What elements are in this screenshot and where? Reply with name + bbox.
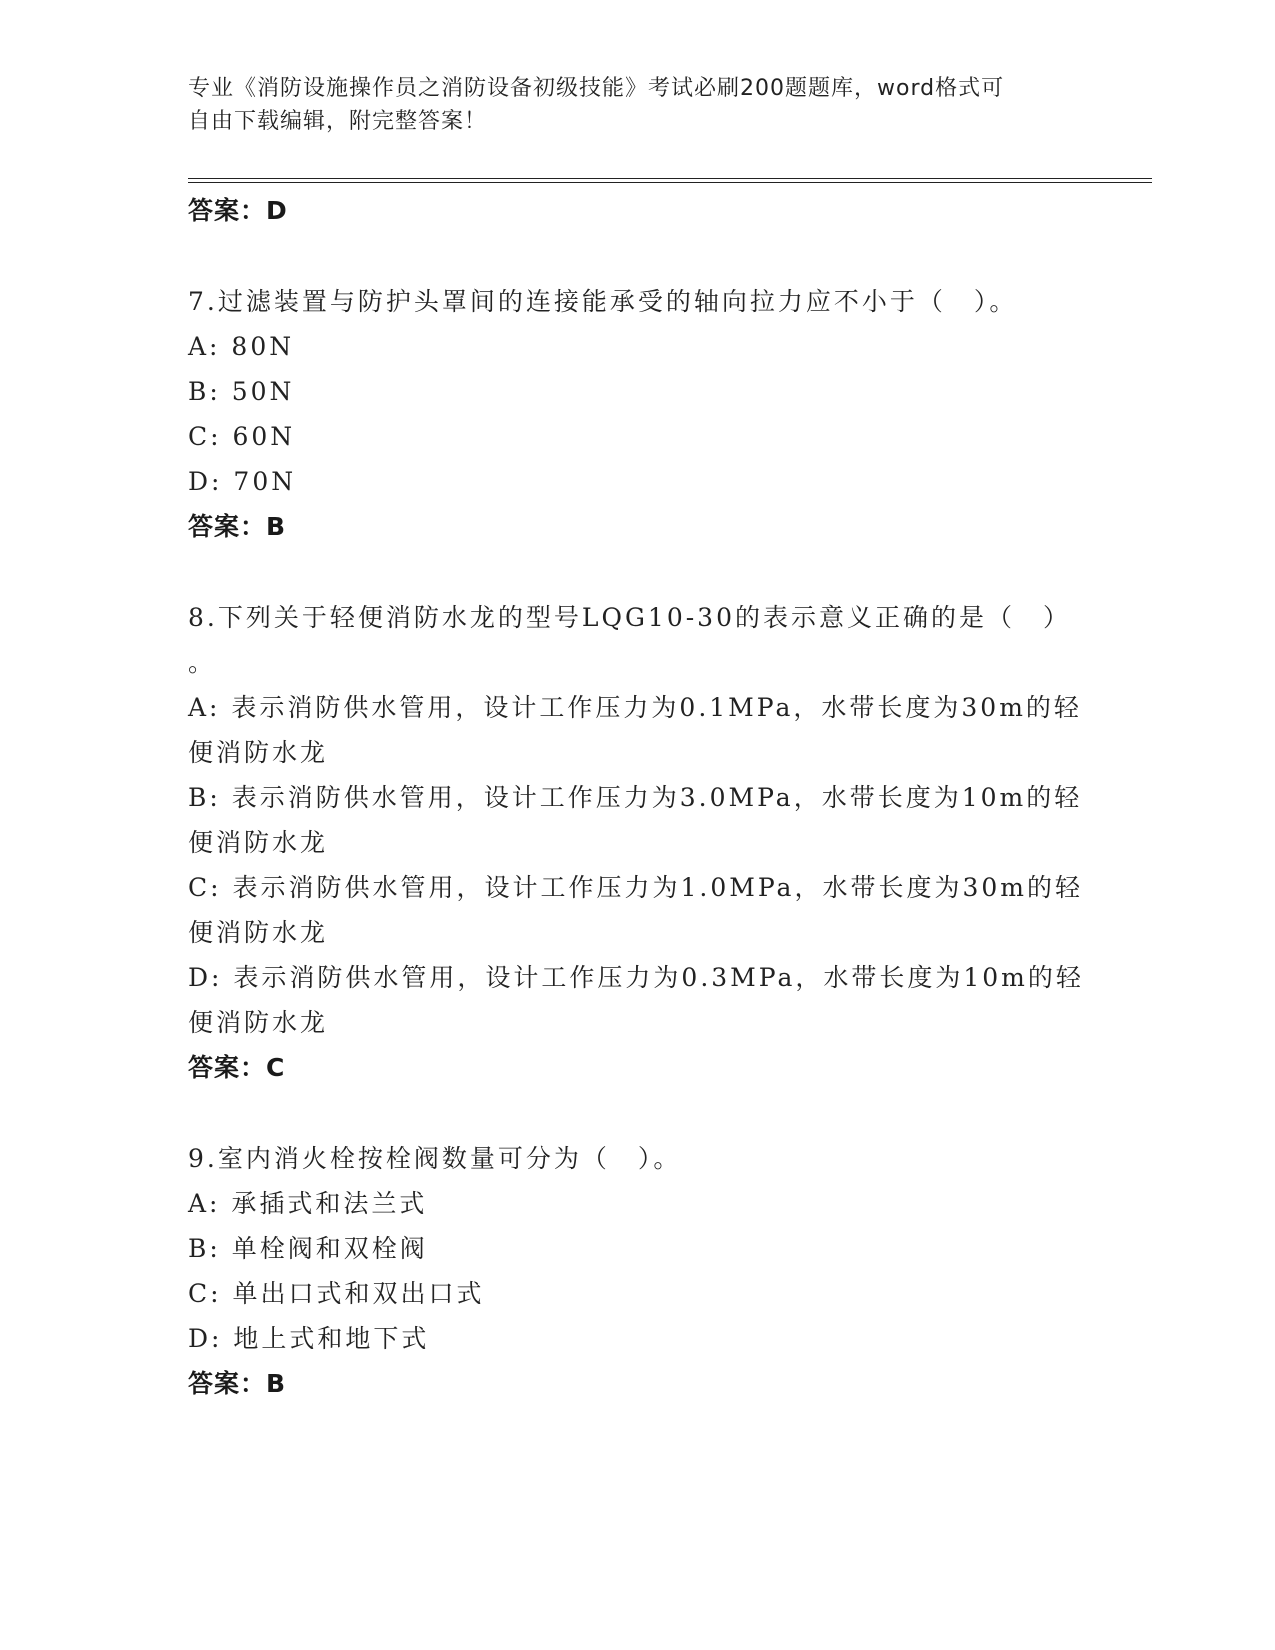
- question-stem-line: 8.下列关于轻便消防水龙的型号LQG10-30的表示意义正确的是（ ）: [188, 603, 1071, 632]
- answer-option: [188, 324, 1088, 369]
- answer-option-line: A: 承插式和法兰式: [188, 1189, 428, 1218]
- question-list: [188, 279, 1088, 1407]
- question-block: [188, 279, 1088, 550]
- answer-option: [188, 955, 1088, 1045]
- header-line-2: 自由下载编辑，附完整答案！: [188, 109, 488, 134]
- question-stem: [188, 279, 1088, 324]
- answer-option: [188, 414, 1088, 459]
- answer-option-line: C: 单出口式和双出口式: [188, 1279, 485, 1308]
- question-answer: 答案：B: [188, 1369, 287, 1398]
- answer-option: [188, 369, 1088, 414]
- header-line-1: 专业《消防设施操作员之消防设备初级技能》考试必刷200题题库，word格式可: [188, 76, 1005, 101]
- answer-option-line: B: 50N: [188, 377, 295, 406]
- question-block: [188, 1136, 1088, 1407]
- answer-option-line: 便消防水龙: [188, 1008, 329, 1037]
- question-content: [188, 188, 1088, 1407]
- answer-option: [188, 1226, 1088, 1271]
- answer-option-line: B: 单栓阀和双栓阀: [188, 1234, 428, 1263]
- answer-option: [188, 775, 1088, 865]
- question-answer: 答案：C: [188, 1053, 286, 1082]
- question-stem-line: 7.过滤装置与防护头罩间的连接能承受的轴向拉力应不小于（ ）。: [188, 287, 1018, 316]
- answer-option: [188, 1271, 1088, 1316]
- header-divider-top: [188, 178, 1152, 179]
- answer-option-line: D: 地上式和地下式: [188, 1324, 430, 1353]
- previous-answer: 答案：D: [188, 196, 288, 225]
- question-block: [188, 595, 1088, 1091]
- question-stem-line: 9.室内消火栓按栓阀数量可分为（ ）。: [188, 1144, 682, 1173]
- question-stem: [188, 1136, 1088, 1181]
- question-stem-line: 。: [188, 648, 217, 677]
- answer-option-line: D: 70N: [188, 467, 297, 496]
- answer-option-line: 便消防水龙: [188, 828, 329, 857]
- answer-option: [188, 1181, 1088, 1226]
- page-header: [188, 72, 1068, 138]
- answer-option-line: A: 表示消防供水管用，设计工作压力为0.1MPa，水带长度为30m的轻: [188, 693, 1082, 722]
- answer-option-line: C: 表示消防供水管用，设计工作压力为1.0MPa，水带长度为30m的轻: [188, 873, 1083, 902]
- answer-option: [188, 459, 1088, 504]
- answer-option: [188, 1316, 1088, 1361]
- answer-option-line: B: 表示消防供水管用，设计工作压力为3.0MPa，水带长度为10m的轻: [188, 783, 1083, 812]
- answer-option: [188, 685, 1088, 775]
- answer-option-line: D: 表示消防供水管用，设计工作压力为0.3MPa，水带长度为10m的轻: [188, 963, 1084, 992]
- answer-option-line: 便消防水龙: [188, 738, 329, 767]
- question-stem: [188, 595, 1088, 685]
- question-answer: 答案：B: [188, 512, 287, 541]
- answer-option-line: A: 80N: [188, 332, 295, 361]
- answer-option-line: 便消防水龙: [188, 918, 329, 947]
- answer-option-line: C: 60N: [188, 422, 296, 451]
- answer-option: [188, 865, 1088, 955]
- header-divider-bottom: [188, 182, 1152, 183]
